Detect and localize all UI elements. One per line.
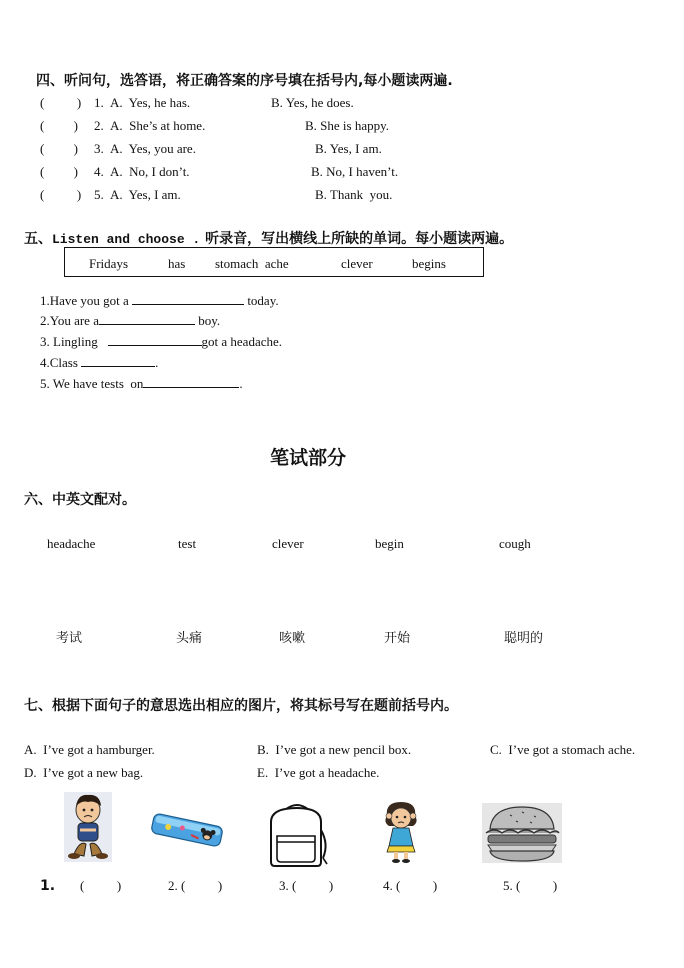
option-a: A. Yes, I am. [110,187,181,202]
answer-blank[interactable] [81,354,155,367]
answer-blank[interactable] [99,312,195,325]
answer-paren-1[interactable]: ( ) [80,878,122,893]
english-word[interactable]: begin [375,536,404,551]
answer-blank[interactable] [143,375,239,388]
hamburger-image [482,803,562,863]
question-number: 3. [94,141,104,156]
chinese-word[interactable]: 考试 [56,631,83,646]
word-bank-item: stomach ache [215,256,289,271]
option-b: B. Yes, he does. [271,95,354,110]
answer-paren: ( ) [40,95,82,110]
written-part-title: 笔试部分 [270,447,347,469]
option-d-sentence: D. I’ve got a new bag. [24,765,144,780]
option-a: A. Yes, you are. [110,141,196,156]
option-b: B. No, I haven’t. [311,164,399,179]
english-word[interactable]: cough [499,536,531,551]
chinese-word[interactable]: 聪明的 [504,631,544,646]
pencil-box-image [148,810,226,850]
answer-number-1: 1. [40,878,56,894]
option-a: A. Yes, he has. [110,95,191,110]
chinese-word[interactable]: 头痛 [176,631,203,646]
question-number: 1. [94,95,104,110]
option-e-sentence: E. I’ve got a headache. [257,765,380,780]
english-word[interactable]: clever [272,536,304,551]
answer-paren-5[interactable]: 5. ( ) [503,878,558,893]
option-a-sentence: A. I’ve got a hamburger. [24,742,155,757]
girl-headache-image [381,800,421,864]
question-number: 4. [94,164,104,179]
section-4-title: 四、听问句，选答语，将正确答案的序号填在括号内,每小题读两遍. [36,73,453,89]
answer-paren: ( ) [40,164,78,179]
answer-paren: ( ) [40,187,82,202]
answer-paren-3[interactable]: 3. ( ) [279,878,334,893]
word-bank-item: Fridays [89,256,128,271]
option-c-sentence: C. I’ve got a stomach ache. [490,742,636,757]
word-bank-item: clever [341,256,373,271]
english-word[interactable]: test [178,536,197,551]
option-b: B. Thank you. [315,187,393,202]
chinese-word[interactable]: 咳嗽 [279,631,306,646]
fill-sentence-2: 2.You are a boy. [40,313,221,328]
answer-blank[interactable] [108,333,202,346]
word-bank-item: begins [412,256,446,271]
option-b-sentence: B. I’ve got a new pencil box. [257,742,412,757]
fill-sentence-4: 4.Class . [40,355,159,370]
fill-sentence-1: 1.Have you got a today. [40,293,279,308]
question-number: 5. [94,187,104,202]
fill-sentence-5: 5. We have tests on . [40,376,243,391]
answer-paren-2[interactable]: 2. ( ) [168,878,223,893]
english-word[interactable]: headache [47,536,96,551]
answer-paren: ( ) [40,141,78,156]
section-5-title: 五、Listen and choose . 听录音，写出横线上所缺的单词。每小题读两遍。 [24,231,514,247]
boy-stomach-ache-image [64,792,112,862]
backpack-image [263,800,331,868]
option-a: A. No, I don’t. [110,164,190,179]
question-number: 2. [94,118,104,133]
option-b: B. She is happy. [305,118,390,133]
answer-paren-4[interactable]: 4. ( ) [383,878,438,893]
answer-blank[interactable] [132,292,244,305]
section-6-title: 六、中英文配对。 [24,492,136,508]
chinese-word[interactable]: 开始 [384,631,411,646]
option-a: A. She’s at home. [110,118,206,133]
option-b: B. Yes, I am. [315,141,382,156]
word-bank-item: has [168,256,186,271]
section-7-title: 七、根据下面句子的意思选出相应的图片，将其标号写在题前括号内。 [24,698,458,714]
fill-sentence-3: 3. Lingling got a headache. [40,334,283,349]
answer-paren: ( ) [40,118,78,133]
